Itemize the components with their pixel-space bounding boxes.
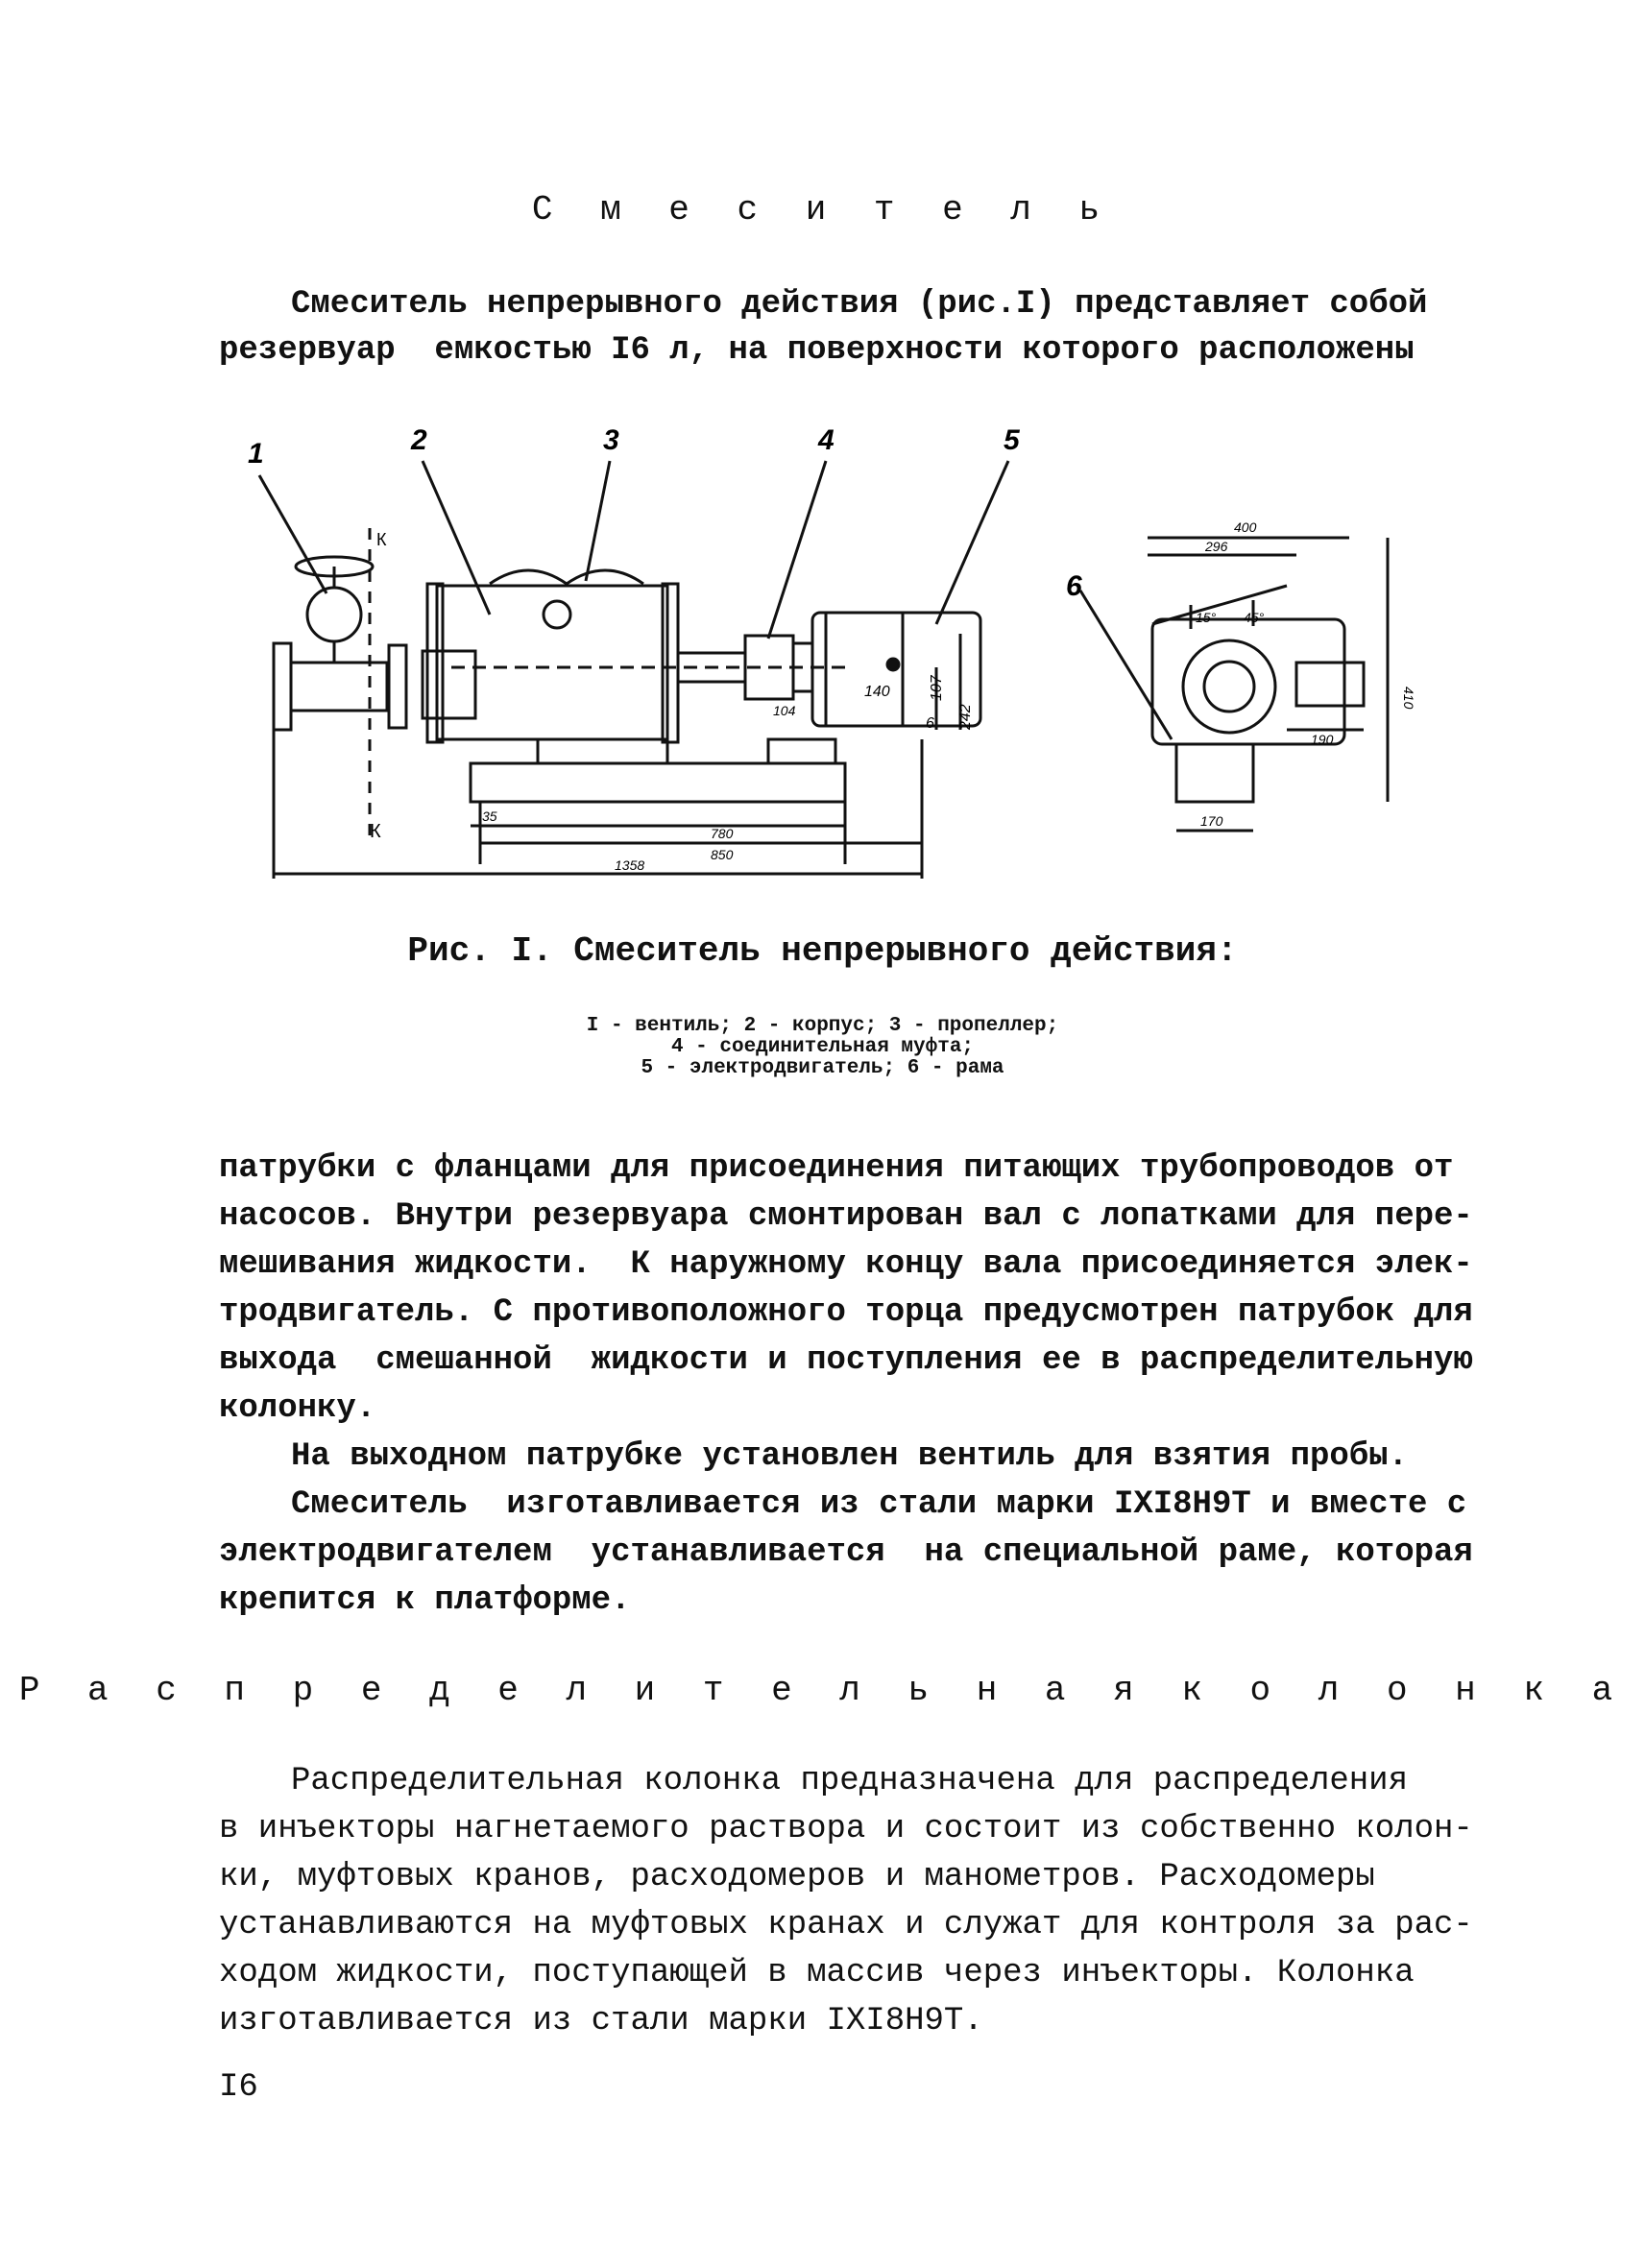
body-line-2: насосов. Внутри резервуара смонтирован вал с лопатками для пере- [219,1198,1473,1235]
callout-5: 5 [1004,424,1020,456]
dim-35: 35 [482,808,497,824]
dim-296: 296 [1205,539,1228,554]
frame-rail [471,763,845,802]
figure-legend-line-1: I - вентиль; 2 - корпус; 3 - пропеллер; [586,1015,1059,1037]
dim-45deg: 45° [1244,610,1265,625]
frame-support-right [768,739,835,763]
dim-107: 107 [929,675,945,701]
body-line-1: патрубки с фланцами для присоединения питающих трубопроводов от [219,1150,1454,1187]
body-line-7: На выходном патрубке установлен вентиль для взятия пробы. [291,1438,1408,1475]
dim-6: 6 [926,715,934,732]
page-number: I6 [219,2069,258,2106]
dim-400: 400 [1234,519,1257,535]
intro-line-2: резервуар емкостью I6 л, на поверхности которого расположены [219,332,1415,369]
section-mark-bottom: К [370,821,381,842]
callout-1: 1 [248,438,264,470]
section-heading-column: Р а с п р е д е л и т е л ь н а я к о л о н к а [18,1671,1627,1710]
dim-410: 410 [1401,687,1416,710]
dim-850: 850 [711,847,734,862]
body-line-4: тродвигатель. С противоположного торца предусмотрен патрубок для [219,1294,1473,1331]
column-line-6: изготавливается из стали марки IХI8Н9Т. [219,2003,983,2039]
body-line-9: электродвигателем устанавливается на специальной раме, которая [219,1534,1473,1571]
mixer-drawing [230,422,1460,903]
body-line-6: колонку. [219,1390,376,1427]
column-line-3: ки, муфтовых кранов, расходомеров и манометров. Расходомеры [219,1859,1375,1895]
body-line-5: выхода смешанной жидкости и поступления ее в распределительную [219,1342,1473,1379]
column-line-5: ходом жидкости, поступающей в массив через инъекторы. Колонка [219,1955,1415,1991]
figure-legend-line-2: 4 - соединительная муфта; [670,1036,975,1058]
figure-legend-line-3: 5 - электродвигатель; 6 - рама [641,1057,1004,1079]
body-line-8: Смеситель изготавливается из стали марки IХI8Н9Т и вместе с [291,1486,1467,1523]
column-line-4: устанавливаются на муфтовых кранах и служат для контроля за рас- [219,1907,1473,1943]
column-line-1: Распределительная колонка предназначена для распределения [291,1763,1408,1799]
callout-3: 3 [603,424,619,456]
section-mark-top: К [376,530,387,549]
dim-242: 242 [957,704,974,730]
dim-190: 190 [1311,732,1334,747]
callout-4: 4 [818,424,835,456]
callout-2: 2 [411,424,427,456]
dim-780: 780 [711,826,734,841]
section-heading-mixer: С м е с и т е л ь [531,190,1114,229]
body-line-3: мешивания жидкости. К наружному концу вала присоединяется элек- [219,1246,1473,1283]
callout-6: 6 [1066,570,1082,602]
dim-1358: 1358 [615,857,645,873]
body-line-10: крепится к платформе. [219,1582,631,1619]
column-line-2: в инъекторы нагнетаемого раствора и состоит из собственно колон- [219,1811,1473,1847]
dim-140: 140 [864,684,890,700]
figure-caption-title: Рис. I. Смеситель непрерывного действия: [407,931,1238,971]
dim-170: 170 [1200,813,1223,829]
dim-104: 104 [773,703,796,718]
frame-support-left [538,739,667,763]
intro-line-1: Смеситель непрерывного действия (рис.I) представляет собой [291,286,1428,323]
dim-15deg: 15° [1196,610,1217,625]
